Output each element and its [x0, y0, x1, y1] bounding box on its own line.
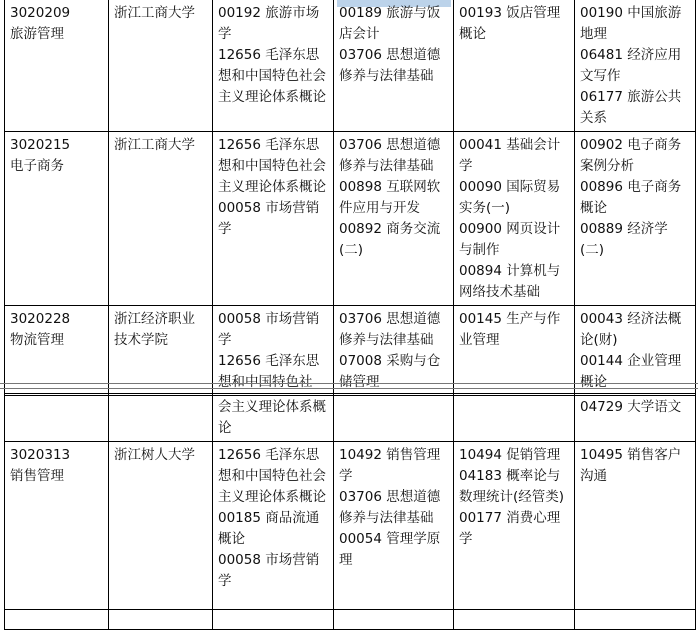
- curriculum-table-upper: [4, 0, 696, 396]
- course-item: 00043 经济法概论(财): [580, 311, 682, 348]
- course-item: 00058 市场营销学: [218, 311, 320, 348]
- course-item: 00190 中国旅游地理: [580, 5, 682, 42]
- course-cell: [454, 442, 575, 610]
- school-name: 浙江经济职业技术学院: [114, 311, 195, 348]
- major-cell: [5, 0, 109, 132]
- course-cell: [334, 0, 454, 132]
- course-cell: [454, 132, 575, 306]
- course-item: 会主义理论体系概论: [218, 399, 326, 436]
- major-name: 电子商务: [10, 158, 64, 174]
- major-name: 物流管理: [10, 332, 64, 348]
- course-item: 12656 毛泽东思想和中国特色社: [218, 353, 320, 390]
- course-item: 12656 毛泽东思想和中国特色社会主义理论体系概论: [218, 137, 326, 195]
- course-cell: [334, 610, 454, 630]
- course-item: 03706 思想道德修养与法律基础: [339, 47, 441, 84]
- course-cell: [575, 442, 696, 610]
- table-row: [5, 0, 696, 132]
- school-cell: [109, 442, 213, 610]
- course-cell: [213, 610, 334, 630]
- school-cell: [109, 306, 213, 396]
- major-code: 3020313: [10, 447, 71, 463]
- major-code: 3020228: [10, 311, 71, 327]
- course-item: 00896 电子商务概论: [580, 179, 682, 216]
- course-cell: [575, 610, 696, 630]
- major-cell: [5, 132, 109, 306]
- table-row: [5, 132, 696, 306]
- course-item: 06481 经济应用文写作: [580, 47, 682, 84]
- course-item: 00192 旅游市场学: [218, 5, 320, 42]
- course-cell: [334, 442, 454, 610]
- course-item: 00902 电子商务案例分析: [580, 137, 682, 174]
- course-cell: [213, 132, 334, 306]
- course-item: 00177 消费心理学: [459, 510, 561, 547]
- course-cell: [213, 394, 334, 442]
- school-cell: [109, 132, 213, 306]
- course-item: 00193 饭店管理概论: [459, 5, 561, 42]
- course-cell: [334, 306, 454, 396]
- course-item: 00144 企业管理概论: [580, 353, 682, 390]
- course-item: 10492 销售管理学: [339, 447, 441, 484]
- course-item: 03706 思想道德修养与法律基础: [339, 311, 441, 348]
- course-item: 04729 大学语文: [580, 399, 682, 415]
- course-item: 10495 销售客户沟通: [580, 447, 682, 484]
- course-item: 00054 管理学原理: [339, 531, 441, 568]
- course-item: 00889 经济学(二): [580, 221, 668, 258]
- course-item: 03706 思想道德修养与法律基础: [339, 489, 441, 526]
- course-cell: [575, 394, 696, 442]
- major-name: 旅游管理: [10, 26, 64, 42]
- course-cell: [575, 132, 696, 306]
- course-item: 00041 基础会计学: [459, 137, 561, 174]
- table-row: [5, 442, 696, 610]
- course-cell: [213, 306, 334, 396]
- school-cell: [109, 610, 213, 630]
- major-cell: [5, 442, 109, 610]
- major-cell: [5, 610, 109, 630]
- course-item: 00898 互联网软件应用与开发: [339, 179, 441, 216]
- course-item: 00145 生产与作业管理: [459, 311, 561, 348]
- course-cell: [454, 394, 575, 442]
- course-item: 00090 国际贸易实务(一): [459, 179, 561, 216]
- course-item: 10494 促销管理: [459, 447, 561, 463]
- course-cell: [454, 0, 575, 132]
- page-break: [0, 383, 698, 389]
- curriculum-table-lower: [4, 393, 696, 630]
- course-cell: [213, 442, 334, 610]
- course-item: 00900 网页设计与制作: [459, 221, 561, 258]
- course-cell: [454, 306, 575, 396]
- course-cell: [213, 0, 334, 132]
- course-cell: [575, 306, 696, 396]
- course-item: 12656 毛泽东思想和中国特色社会主义理论体系概论: [218, 47, 326, 105]
- major-cell: [5, 306, 109, 396]
- school-name: 浙江工商大学: [114, 137, 195, 153]
- course-cell: [454, 610, 575, 630]
- course-item: 04183 概率论与数理统计(经管类): [459, 468, 565, 505]
- course-item: 06177 旅游公共关系: [580, 89, 682, 126]
- table-row: [5, 394, 696, 442]
- table-row: [5, 610, 696, 630]
- course-item: 00058 市场营销学: [218, 552, 320, 589]
- course-item: 00892 商务交流(二): [339, 221, 441, 258]
- school-cell: [109, 0, 213, 132]
- course-cell: [575, 0, 696, 132]
- course-item: 00058 市场营销学: [218, 200, 320, 237]
- major-code: 3020209: [10, 5, 71, 21]
- course-item: 07008 采购与仓储管理: [339, 353, 441, 390]
- course-cell: [334, 394, 454, 442]
- major-name: 销售管理: [10, 468, 64, 484]
- school-name: 浙江树人大学: [114, 447, 195, 463]
- major-code: 3020215: [10, 137, 71, 153]
- course-item: 00189 旅游与饭店会计: [339, 5, 441, 42]
- course-item: 03706 思想道德修养与法律基础: [339, 137, 441, 174]
- table-row: [5, 306, 696, 396]
- school-name: 浙江工商大学: [114, 5, 195, 21]
- course-item: 12656 毛泽东思想和中国特色社会主义理论体系概论: [218, 447, 326, 505]
- course-item: 00894 计算机与网络技术基础: [459, 263, 561, 300]
- course-item: 00185 商品流通概论: [218, 510, 320, 547]
- school-cell: [109, 394, 213, 442]
- major-cell: [5, 394, 109, 442]
- course-cell: [334, 132, 454, 306]
